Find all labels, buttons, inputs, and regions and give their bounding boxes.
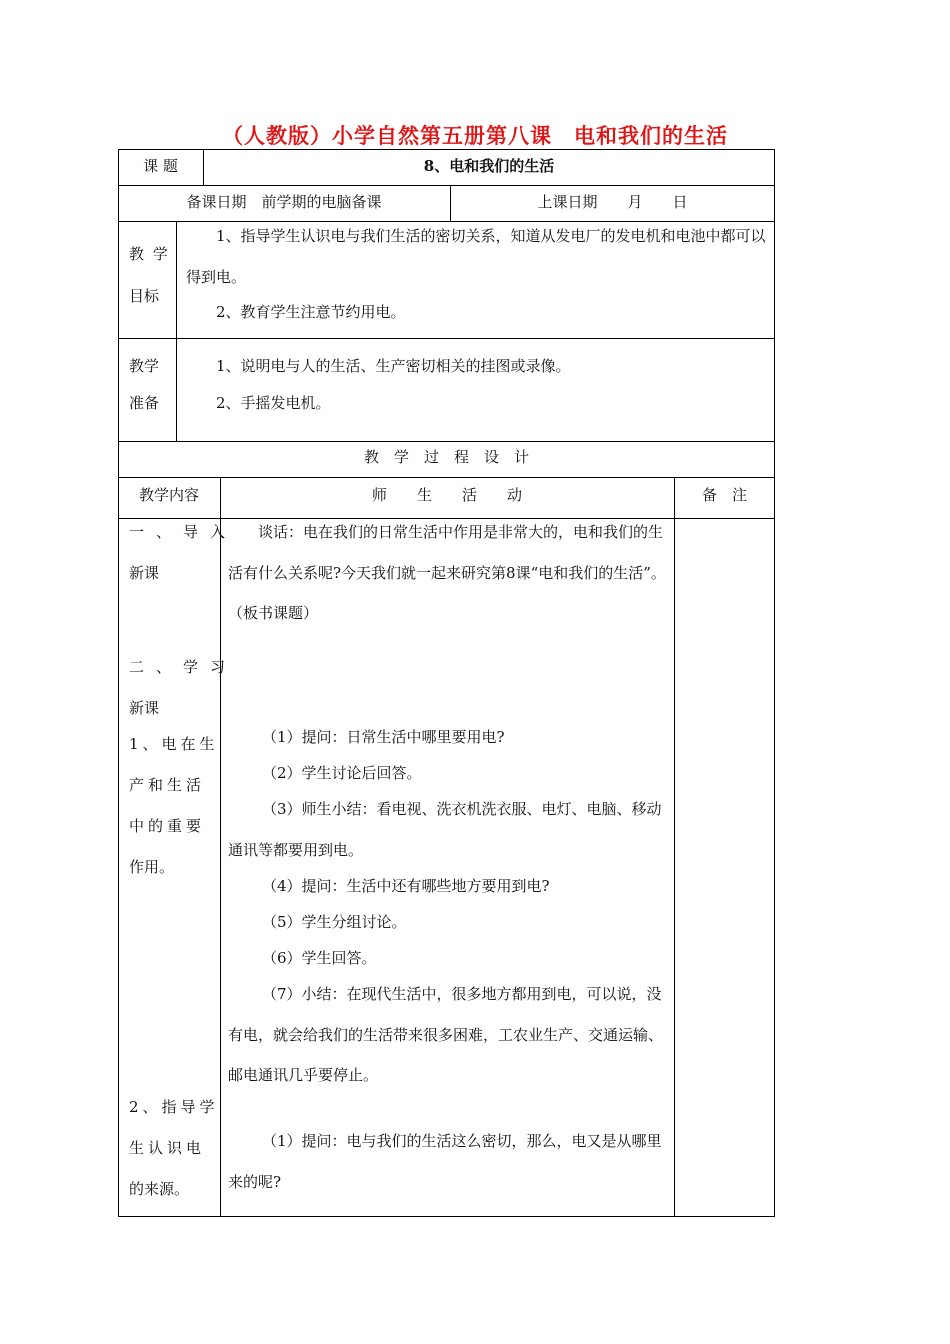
goals-label-line2: 目标 — [129, 287, 160, 305]
row-divider — [118, 477, 775, 478]
process-header: 教 学 过 程 设 计 — [363, 448, 529, 466]
activity-step: （7）小结：在现代生活中，很多地方都用到电，可以说，没有电，就会给我们的生活带来很多困难，工农业生产、交通运输、邮电通讯几乎要停止。 — [228, 985, 664, 1084]
col-divider — [176, 221, 177, 441]
prep-label-line1: 教学 — [129, 357, 160, 375]
prep-item-2: 2、手摇发电机。 — [216, 394, 331, 412]
goal-item-1: 1、指导学生认识电与我们生活的密切关系，知道从发电厂的发电机和电池中都可以得到电。 — [186, 227, 766, 286]
content-line: 作用。 — [129, 858, 175, 876]
prep-item-1: 1、说明电与人的生活、生产密切相关的挂图或录像。 — [216, 357, 571, 375]
activity-step: （1）提问：日常生活中哪里要用电? — [262, 728, 505, 746]
content-line: 中的重要 — [129, 817, 206, 835]
activity-intro: 谈话：电在我们的日常生活中作用是非常大的，电和我们的生活有什么关系呢?今天我们就一起来研究第8课“电和我们的生活”。（板书课题） — [228, 523, 666, 622]
document-title: （人教版）小学自然第五册第八课 电和我们的生活 — [222, 123, 728, 148]
column-activity: 师 生 活 动 — [371, 486, 522, 504]
content-line: 2、指导学 — [129, 1098, 219, 1116]
class-date: 上课日期 月 日 — [537, 193, 688, 211]
content-line: 一、导入 — [129, 523, 238, 541]
row-divider — [118, 441, 775, 442]
content-line: 1、电在生 — [129, 735, 219, 753]
column-content: 教学内容 — [138, 486, 199, 504]
column-notes: 备 注 — [701, 486, 747, 504]
col-divider — [220, 477, 221, 1217]
goal-item-2: 2、教育学生注意节约用电。 — [216, 303, 406, 321]
activity-step: （2）学生讨论后回答。 — [262, 764, 422, 782]
prep-label-line2: 准备 — [129, 394, 160, 412]
content-line: 新课 — [129, 699, 160, 717]
content-line: 的来源。 — [129, 1180, 190, 1198]
row-divider — [118, 185, 775, 186]
topic-label: 课 题 — [143, 157, 178, 175]
content-line: 新课 — [129, 564, 160, 582]
activity-source-step: （1）提问：电与我们的生活这么密切，那么，电又是从哪里来的呢? — [228, 1132, 662, 1191]
activity-step: （4）提问：生活中还有哪些地方要用到电? — [262, 877, 550, 895]
row-divider — [118, 338, 775, 339]
topic-value: 8、电和我们的生活 — [423, 157, 555, 175]
prep-date: 备课日期 前学期的电脑备课 — [186, 193, 382, 211]
activity-step: （6）学生回答。 — [262, 949, 377, 967]
activity-step: （5）学生分组讨论。 — [262, 913, 407, 931]
content-line: 产和生活 — [129, 776, 206, 794]
content-line: 生认识电 — [129, 1139, 206, 1157]
content-line: 二、学习 — [129, 658, 238, 676]
goals-label-line1: 教 学 — [129, 245, 170, 263]
col-divider — [674, 477, 675, 1217]
activity-step: （3）师生小结：看电视、洗衣机洗衣服、电灯、电脑、移动通讯等都要用到电。 — [228, 800, 662, 859]
